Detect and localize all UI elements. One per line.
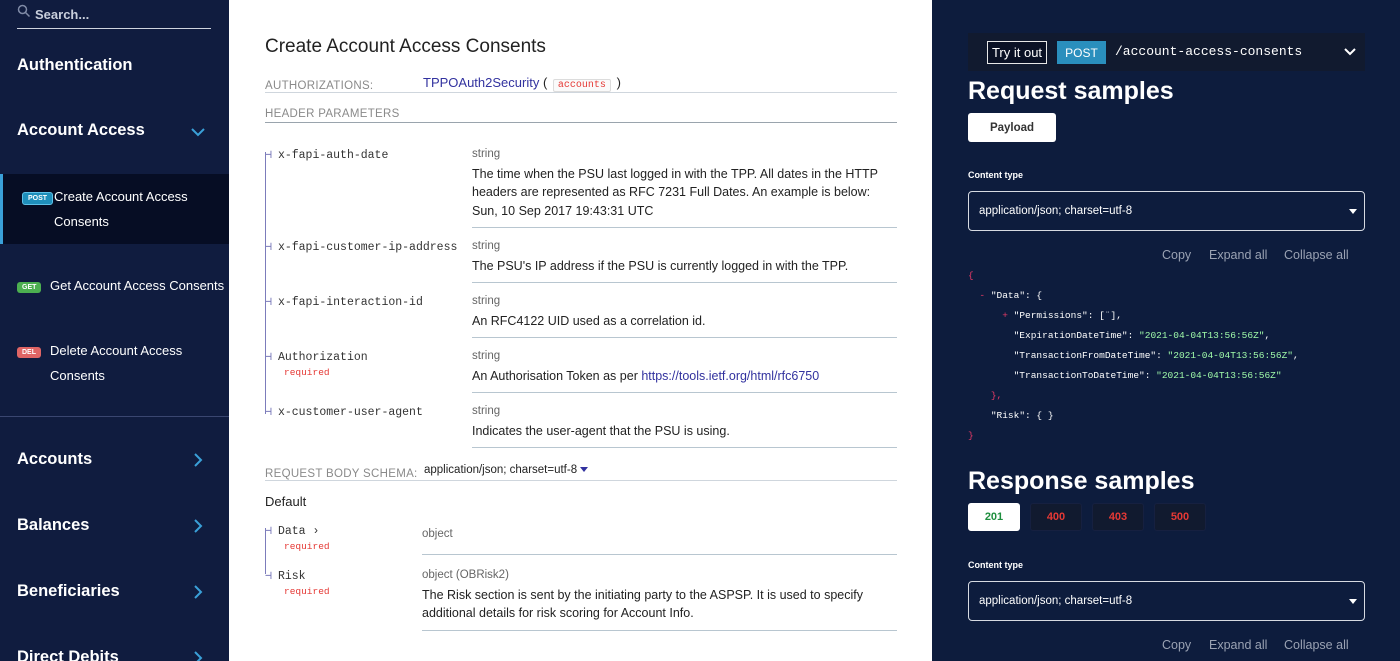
nav-section-authentication[interactable]: Authentication <box>17 56 133 74</box>
param-name-text: x-fapi-auth-date <box>277 149 389 162</box>
rfc6750-link[interactable]: https://tools.ietf.org/html/rfc6750 <box>641 368 820 383</box>
param-name-text: Authorization <box>277 351 368 364</box>
response-tab-201[interactable]: 201 <box>968 503 1020 531</box>
code-toolbar <box>1162 248 1349 262</box>
content-type-value: application/json; charset=utf-8 <box>979 205 1133 217</box>
param-type: object (OBRisk2) <box>422 569 509 581</box>
authorizations-label: AUTHORIZATIONS: <box>265 80 374 92</box>
auth-paren-close: ) <box>616 75 621 90</box>
caret-down-icon <box>1349 209 1357 214</box>
chevron-right-icon[interactable] <box>190 650 206 661</box>
sidebar-item-get-account-access-consents[interactable] <box>0 268 229 298</box>
param-name: ⊣ Authorization required <box>265 351 368 378</box>
body-param-data[interactable]: ⊣ Data › required <box>265 525 330 552</box>
body-param-risk: ⊣ Risk required <box>265 570 330 597</box>
param-type: string <box>472 148 501 160</box>
request-body-label: REQUEST BODY SCHEMA: <box>265 468 418 480</box>
sidebar-item-label: Delete Account Access <box>50 343 183 358</box>
param-type: object <box>422 528 453 540</box>
code-string: "2021-04-04T13:56:56Z" <box>1167 350 1293 361</box>
search-box <box>17 0 211 29</box>
search-icon <box>17 4 31 18</box>
code-punct: : { } <box>1025 410 1054 421</box>
search-input[interactable] <box>35 7 195 22</box>
param-name: ⊣ x-fapi-customer-ip-address <box>265 241 458 254</box>
code-brace: }, <box>990 390 1003 401</box>
param-type: string <box>472 350 501 362</box>
param-name: ⊣ x-fapi-auth-date <box>265 149 389 162</box>
sidebar-item-create-account-access-consents[interactable] <box>0 174 229 244</box>
required-label: required <box>284 541 330 552</box>
param-name-text: x-fapi-customer-ip-address <box>277 241 458 254</box>
param-name-text: x-customer-user-agent <box>277 406 423 419</box>
auth-scheme-name[interactable]: TPPOAuth2Security <box>423 75 540 90</box>
param-name-text: x-fapi-interaction-id <box>277 296 423 309</box>
content-type-label: Content type <box>968 170 1023 180</box>
post-badge: POST <box>22 192 53 205</box>
header-parameters-label: HEADER PARAMETERS <box>265 108 897 123</box>
code-punct: : { <box>1025 290 1043 301</box>
sidebar-item-label: Get Account Access Consents <box>50 278 225 293</box>
chevron-right-icon[interactable] <box>190 518 206 534</box>
sidebar-item-label: Consents <box>50 368 105 383</box>
chevron-down-icon[interactable] <box>190 124 206 140</box>
param-description-text: An Authorisation Token as per <box>472 368 642 383</box>
expand-all-button[interactable]: Expand all <box>1209 638 1268 652</box>
response-samples-title: Response samples <box>968 467 1195 495</box>
endpoint-path: /account-access-consents <box>1115 44 1303 59</box>
samples-panel <box>932 0 1400 661</box>
chevron-right-icon[interactable] <box>190 584 206 600</box>
param-name: ⊣ x-fapi-interaction-id <box>265 296 423 309</box>
code-string: "2021-04-04T13:56:56Z" <box>1156 370 1282 381</box>
chevron-down-icon[interactable] <box>1343 45 1357 59</box>
param-description <box>422 566 897 631</box>
nav-section-direct-debits[interactable]: Direct Debits <box>17 648 119 661</box>
response-content-type-select[interactable] <box>968 581 1365 621</box>
response-code-toolbar <box>1162 638 1349 652</box>
authorizations-row <box>265 76 897 93</box>
collapse-all-button[interactable]: Collapse all <box>1284 248 1349 262</box>
try-it-out-button[interactable]: Try it out <box>987 41 1047 64</box>
param-description-text: Indicates the user-agent that the PSU is using. <box>472 423 730 438</box>
required-label: required <box>284 367 330 378</box>
auth-scheme <box>423 75 621 92</box>
code-brace: } <box>968 430 974 441</box>
expand-icon: › <box>312 525 320 538</box>
collapse-toggle[interactable]: - <box>979 290 991 301</box>
param-description <box>472 402 897 448</box>
param-type: string <box>472 295 501 307</box>
page-title: Create Account Access Consents <box>265 36 546 57</box>
code-key: "Risk" <box>990 410 1026 421</box>
response-tab-400[interactable]: 400 <box>1030 503 1082 531</box>
param-description <box>472 237 897 283</box>
nav-section-balances[interactable]: Balances <box>17 516 90 534</box>
code-brace: { <box>968 270 974 281</box>
code-key: "TransactionFromDateTime" <box>1013 350 1157 361</box>
expand-toggle[interactable]: + <box>1002 310 1014 321</box>
sidebar-divider <box>0 416 229 417</box>
request-body-content-type-select[interactable] <box>424 464 588 476</box>
param-description <box>472 347 897 393</box>
code-key: "TransactionToDateTime" <box>1013 370 1145 381</box>
code-punct: : [¨], <box>1087 310 1122 321</box>
del-badge: DEL <box>17 347 41 358</box>
collapse-all-button[interactable]: Collapse all <box>1284 638 1349 652</box>
request-samples-title: Request samples <box>968 77 1174 105</box>
http-method-badge: POST <box>1057 41 1106 64</box>
copy-button[interactable]: Copy <box>1162 248 1192 262</box>
sidebar <box>0 0 229 661</box>
default-label: Default <box>265 494 307 509</box>
response-content-type-label: Content type <box>968 560 1023 570</box>
auth-paren-open: ( <box>542 75 548 90</box>
param-description-text: The time when the PSU last logged in with the TPP. All dates in the HTTP headers are represented as RFC 7231 Full Dates. An example is below: Sun, 10 Sep 2017 19:43:31 UTC <box>472 166 878 218</box>
request-sample-code: { - "Data": { + "Permissions": [¨], "ExpirationDateTime": "2021-04-04T13:56:56Z", "TransactionFromDateTime": "2021-04-04T13:56:56Z", "TransactionToDateTime": "2021-04-04T13:56:56Z" }, "Risk": { } } <box>968 270 1299 441</box>
sidebar-item-label: Create Account Access <box>54 189 188 204</box>
caret-down-icon <box>580 467 588 472</box>
param-name-text: Data <box>277 525 306 538</box>
sidebar-item-label: Consents <box>54 214 109 229</box>
response-tab-500[interactable]: 500 <box>1154 503 1206 531</box>
param-description-text: The Risk section is sent by the initiating party to the ASPSP. It is used to specify additional details for risk scoring for Account Info. <box>422 587 863 620</box>
payload-tab[interactable]: Payload <box>968 113 1056 142</box>
param-name-text: Risk <box>277 570 306 583</box>
code-key: "Permissions" <box>1013 310 1088 321</box>
param-description-text: The PSU's IP address if the PSU is currently logged in with the TPP. <box>472 258 849 273</box>
chevron-right-icon[interactable] <box>190 452 206 468</box>
code-key: "Data" <box>990 290 1026 301</box>
nav-section-accounts[interactable]: Accounts <box>17 450 93 468</box>
operation-details <box>229 0 932 661</box>
code-string: "2021-04-04T13:56:56Z" <box>1139 330 1265 341</box>
param-description <box>472 292 897 338</box>
request-body-content-type: application/json; charset=utf-8 <box>424 464 578 476</box>
sidebar-item-delete-account-access-consents[interactable] <box>0 333 229 388</box>
param-description <box>472 145 897 228</box>
code-key: "ExpirationDateTime" <box>1013 330 1128 341</box>
param-type: string <box>472 240 501 252</box>
copy-button[interactable]: Copy <box>1162 638 1192 652</box>
content-type-select[interactable] <box>968 191 1365 231</box>
caret-down-icon <box>1349 599 1357 604</box>
nav-section-account-access[interactable]: Account Access <box>17 121 145 139</box>
expand-all-button[interactable]: Expand all <box>1209 248 1268 262</box>
endpoint-bar[interactable] <box>968 33 1365 71</box>
param-type: string <box>472 405 501 417</box>
get-badge: GET <box>17 282 41 293</box>
response-tabs <box>968 503 1206 531</box>
content-type-value: application/json; charset=utf-8 <box>979 595 1133 607</box>
param-description <box>422 525 897 555</box>
nav-section-beneficiaries[interactable]: Beneficiaries <box>17 582 120 600</box>
auth-scope: accounts <box>553 79 611 92</box>
required-label: required <box>284 586 330 597</box>
response-tab-403[interactable]: 403 <box>1092 503 1144 531</box>
param-name: ⊣ x-customer-user-agent <box>265 406 423 419</box>
request-body-schema-row <box>265 464 897 481</box>
param-description-text: An RFC4122 UID used as a correlation id. <box>472 313 706 328</box>
